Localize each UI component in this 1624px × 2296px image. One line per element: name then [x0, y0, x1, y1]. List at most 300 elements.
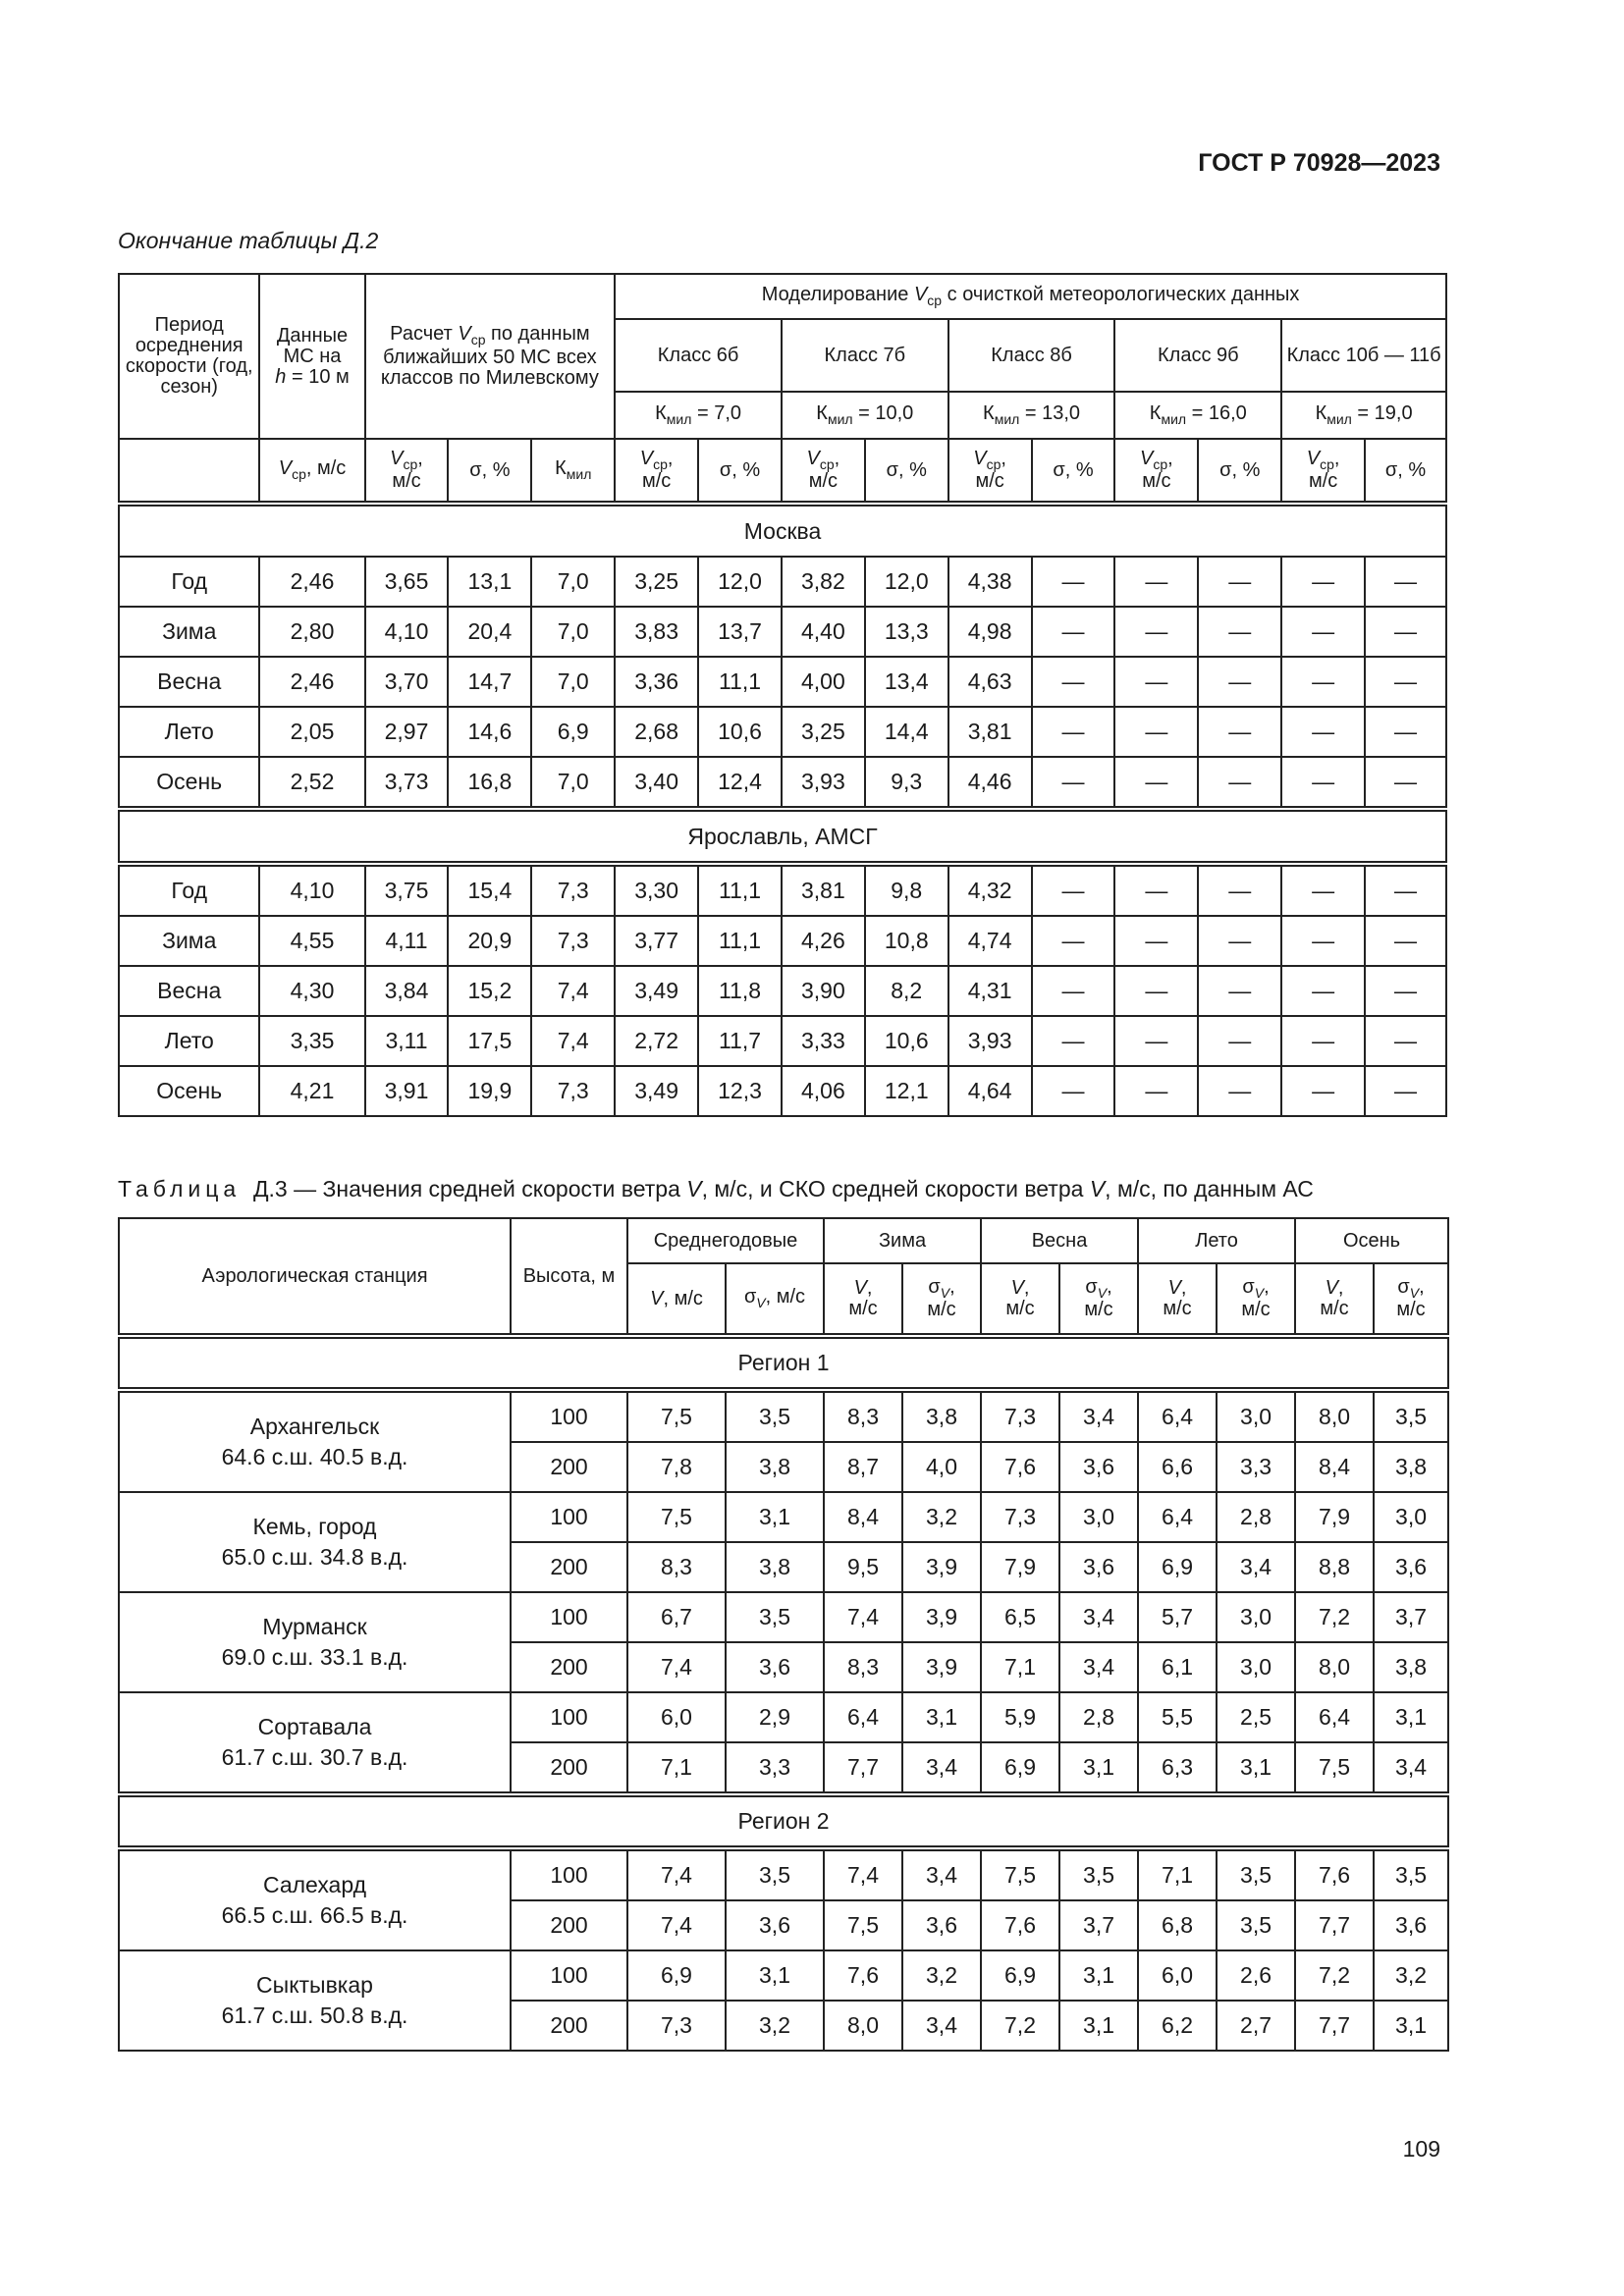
- value-cell: —: [1114, 1066, 1198, 1116]
- height-cell: 200: [511, 1442, 627, 1492]
- value-cell: 3,0: [1217, 1642, 1295, 1692]
- value-cell: 5,9: [981, 1692, 1059, 1742]
- header-sigma-v: $\sigma_V$, м/с: [1374, 1263, 1448, 1336]
- value-cell: —: [1365, 864, 1446, 916]
- value-cell: 3,5: [726, 1592, 824, 1642]
- value-cell: 3,0: [1059, 1492, 1138, 1542]
- value-cell: 15,2: [448, 966, 531, 1016]
- value-cell: 7,5: [1295, 1742, 1374, 1794]
- station-name: Кемь, город: [252, 1513, 377, 1539]
- value-cell: 3,30: [615, 864, 698, 916]
- value-cell: —: [1198, 1016, 1281, 1066]
- value-cell: 12,1: [865, 1066, 948, 1116]
- value-cell: 13,4: [865, 657, 948, 707]
- value-cell: —: [1281, 557, 1365, 607]
- value-cell: 3,25: [615, 557, 698, 607]
- value-cell: 7,6: [824, 1950, 902, 2001]
- value-cell: —: [1198, 1066, 1281, 1116]
- value-cell: 7,1: [1138, 1848, 1217, 1900]
- value-cell: 4,10: [365, 607, 449, 657]
- value-cell: —: [1032, 757, 1115, 809]
- value-cell: 11,1: [698, 916, 782, 966]
- value-cell: 11,1: [698, 864, 782, 916]
- station-coords: 61.7 с.ш. 50.8 в.д.: [221, 2002, 408, 2028]
- header-kmil-9b: $К_{мил} = 16,0$: [1114, 392, 1281, 439]
- header-vsr: $V_{ср}$, м/с: [615, 439, 698, 504]
- value-cell: —: [1198, 707, 1281, 757]
- table-d2: [118, 273, 1447, 1117]
- height-cell: 100: [511, 1950, 627, 2001]
- value-cell: —: [1281, 757, 1365, 809]
- value-cell: 7,1: [981, 1642, 1059, 1692]
- value-cell: 7,5: [824, 1900, 902, 1950]
- value-cell: 7,4: [627, 1900, 726, 1950]
- value-cell: 3,81: [948, 707, 1032, 757]
- value-cell: —: [1032, 864, 1115, 916]
- value-cell: 3,0: [1374, 1492, 1448, 1542]
- value-cell: 6,7: [627, 1592, 726, 1642]
- header-calc: Расчет $V_{ср}$ по данным ближайших 50 МС всех классов по Милевскому: [365, 274, 616, 439]
- value-cell: 2,80: [259, 607, 364, 657]
- value-cell: 6,3: [1138, 1742, 1217, 1794]
- header-autumn: Осень: [1295, 1218, 1448, 1263]
- value-cell: 6,4: [1295, 1692, 1374, 1742]
- header-sigma-v: $\sigma_V$, м/с: [726, 1263, 824, 1336]
- value-cell: 3,6: [1059, 1542, 1138, 1592]
- header-modeling: Моделирование $V_{ср}$ с очисткой метеорологических данных: [615, 274, 1446, 319]
- value-cell: 3,1: [1374, 1692, 1448, 1742]
- header-class-7b: Класс 7б: [782, 319, 948, 392]
- value-cell: 3,2: [1374, 1950, 1448, 2001]
- value-cell: 3,70: [365, 657, 449, 707]
- period-cell: Осень: [119, 757, 259, 809]
- value-cell: 4,63: [948, 657, 1032, 707]
- value-cell: 2,6: [1217, 1950, 1295, 2001]
- value-cell: —: [1198, 657, 1281, 707]
- station-cell: [119, 1848, 511, 1950]
- header-spring: Весна: [981, 1218, 1138, 1263]
- value-cell: 3,0: [1217, 1592, 1295, 1642]
- value-cell: 7,9: [1295, 1492, 1374, 1542]
- value-cell: —: [1281, 657, 1365, 707]
- value-cell: 8,3: [627, 1542, 726, 1592]
- table-row: [119, 1692, 1448, 1742]
- value-cell: —: [1198, 557, 1281, 607]
- value-cell: —: [1198, 757, 1281, 809]
- header-class-6b: Класс 6б: [615, 319, 782, 392]
- value-cell: 6,0: [627, 1692, 726, 1742]
- header-v-ms: $V_{ср}$, м/с: [259, 439, 364, 504]
- value-cell: 3,5: [726, 1390, 824, 1442]
- section-title: Москва: [119, 504, 1446, 557]
- value-cell: —: [1032, 966, 1115, 1016]
- value-cell: 4,98: [948, 607, 1032, 657]
- value-cell: 3,3: [1217, 1442, 1295, 1492]
- value-cell: 3,1: [1059, 2001, 1138, 2051]
- value-cell: 4,38: [948, 557, 1032, 607]
- table-d3-caption: Таблица Д.3 — Значения средней скорости ветра V, м/с, и СКО средней скорости ветра V, м/с, по данным АС: [118, 1176, 1314, 1201]
- value-cell: 2,68: [615, 707, 698, 757]
- value-cell: 3,75: [365, 864, 449, 916]
- value-cell: —: [1032, 1066, 1115, 1116]
- value-cell: 3,82: [782, 557, 865, 607]
- value-cell: 6,4: [824, 1692, 902, 1742]
- value-cell: 7,3: [531, 1066, 615, 1116]
- value-cell: 4,0: [902, 1442, 981, 1492]
- value-cell: —: [1198, 916, 1281, 966]
- value-cell: —: [1281, 966, 1365, 1016]
- value-cell: —: [1114, 557, 1198, 607]
- value-cell: 4,00: [782, 657, 865, 707]
- header-vsr: $V_{ср}$, м/с: [1114, 439, 1198, 504]
- value-cell: —: [1114, 1016, 1198, 1066]
- value-cell: 4,55: [259, 916, 364, 966]
- value-cell: —: [1281, 1016, 1365, 1066]
- station-cell: [119, 1950, 511, 2051]
- value-cell: 7,6: [981, 1442, 1059, 1492]
- value-cell: 8,2: [865, 966, 948, 1016]
- value-cell: 2,7: [1217, 2001, 1295, 2051]
- value-cell: 3,9: [902, 1592, 981, 1642]
- value-cell: 20,9: [448, 916, 531, 966]
- value-cell: 12,4: [698, 757, 782, 809]
- value-cell: —: [1365, 607, 1446, 657]
- header-sigma-v: $\sigma_V$, м/с: [1217, 1263, 1295, 1336]
- value-cell: 6,0: [1138, 1950, 1217, 2001]
- value-cell: 7,4: [627, 1848, 726, 1900]
- section-row: [119, 504, 1446, 557]
- value-cell: 15,4: [448, 864, 531, 916]
- value-cell: 7,3: [981, 1390, 1059, 1442]
- value-cell: 8,4: [824, 1492, 902, 1542]
- height-cell: 200: [511, 1542, 627, 1592]
- height-cell: 100: [511, 1848, 627, 1900]
- height-cell: 200: [511, 1642, 627, 1692]
- region-row: [119, 1336, 1448, 1390]
- value-cell: 8,3: [824, 1642, 902, 1692]
- page-number: 109: [1402, 2136, 1440, 2162]
- header-v: V, м/с: [981, 1263, 1059, 1336]
- value-cell: 3,1: [726, 1492, 824, 1542]
- table-row: [119, 966, 1446, 1016]
- period-cell: Весна: [119, 657, 259, 707]
- value-cell: 3,1: [902, 1692, 981, 1742]
- value-cell: 3,49: [615, 1066, 698, 1116]
- value-cell: 7,9: [981, 1542, 1059, 1592]
- height-cell: 200: [511, 1742, 627, 1794]
- station-coords: 66.5 с.ш. 66.5 в.д.: [221, 1902, 408, 1928]
- value-cell: —: [1032, 607, 1115, 657]
- value-cell: 4,11: [365, 916, 449, 966]
- header-kmil-10b: $К_{мил} = 19,0$: [1281, 392, 1446, 439]
- header-sigma: σ, %: [865, 439, 948, 504]
- document-id: ГОСТ Р 70928—2023: [1198, 149, 1440, 177]
- value-cell: 3,35: [259, 1016, 364, 1066]
- header-sigma: σ, %: [1032, 439, 1115, 504]
- value-cell: 3,6: [726, 1900, 824, 1950]
- value-cell: 3,11: [365, 1016, 449, 1066]
- table-continuation-label: Окончание таблицы Д.2: [118, 228, 379, 253]
- value-cell: 3,4: [1217, 1542, 1295, 1592]
- value-cell: 9,5: [824, 1542, 902, 1592]
- header-vsr: $V_{ср}$, м/с: [948, 439, 1032, 504]
- period-cell: Год: [119, 864, 259, 916]
- value-cell: —: [1032, 657, 1115, 707]
- station-cell: [119, 1592, 511, 1692]
- value-cell: 4,31: [948, 966, 1032, 1016]
- value-cell: 2,46: [259, 557, 364, 607]
- station-cell: [119, 1692, 511, 1794]
- value-cell: 6,8: [1138, 1900, 1217, 1950]
- value-cell: 19,9: [448, 1066, 531, 1116]
- value-cell: —: [1365, 757, 1446, 809]
- value-cell: —: [1114, 607, 1198, 657]
- value-cell: 3,6: [726, 1642, 824, 1692]
- value-cell: 3,90: [782, 966, 865, 1016]
- value-cell: 3,5: [1217, 1848, 1295, 1900]
- value-cell: —: [1032, 916, 1115, 966]
- value-cell: 6,4: [1138, 1390, 1217, 1442]
- header-kmil-7b: $К_{мил} = 10,0$: [782, 392, 948, 439]
- station-coords: 69.0 с.ш. 33.1 в.д.: [221, 1644, 408, 1670]
- value-cell: 7,5: [981, 1848, 1059, 1900]
- value-cell: 9,3: [865, 757, 948, 809]
- value-cell: 7,4: [531, 966, 615, 1016]
- value-cell: —: [1281, 916, 1365, 966]
- value-cell: 11,8: [698, 966, 782, 1016]
- value-cell: 7,0: [531, 657, 615, 707]
- value-cell: 3,84: [365, 966, 449, 1016]
- header-annual: Среднегодовые: [627, 1218, 824, 1263]
- value-cell: 6,9: [981, 1950, 1059, 2001]
- value-cell: 3,36: [615, 657, 698, 707]
- value-cell: 7,2: [981, 2001, 1059, 2051]
- value-cell: 7,7: [1295, 2001, 1374, 2051]
- value-cell: —: [1365, 916, 1446, 966]
- table-row: [119, 1848, 1448, 1900]
- value-cell: 4,74: [948, 916, 1032, 966]
- table-row: [119, 607, 1446, 657]
- value-cell: 12,0: [865, 557, 948, 607]
- value-cell: 3,5: [1059, 1848, 1138, 1900]
- value-cell: 2,52: [259, 757, 364, 809]
- height-cell: 100: [511, 1390, 627, 1442]
- value-cell: 5,5: [1138, 1692, 1217, 1742]
- value-cell: 3,81: [782, 864, 865, 916]
- value-cell: —: [1365, 657, 1446, 707]
- value-cell: —: [1198, 607, 1281, 657]
- header-sigma: σ, %: [698, 439, 782, 504]
- value-cell: —: [1032, 1016, 1115, 1066]
- header-sigma: σ, %: [448, 439, 531, 504]
- value-cell: 6,9: [531, 707, 615, 757]
- value-cell: —: [1114, 657, 1198, 707]
- value-cell: 7,3: [627, 2001, 726, 2051]
- header-sigma-v: $\sigma_V$, м/с: [902, 1263, 981, 1336]
- value-cell: 12,0: [698, 557, 782, 607]
- station-cell: [119, 1390, 511, 1492]
- header-station: Аэрологическая станция: [119, 1218, 511, 1336]
- header-v: V, м/с: [824, 1263, 902, 1336]
- table-row: [119, 1950, 1448, 2001]
- value-cell: 7,8: [627, 1442, 726, 1492]
- value-cell: 3,4: [1059, 1592, 1138, 1642]
- value-cell: 2,46: [259, 657, 364, 707]
- station-coords: 61.7 с.ш. 30.7 в.д.: [221, 1744, 408, 1770]
- value-cell: —: [1365, 1016, 1446, 1066]
- value-cell: —: [1281, 607, 1365, 657]
- header-winter: Зима: [824, 1218, 981, 1263]
- header-sigma: σ, %: [1365, 439, 1446, 504]
- value-cell: 7,4: [531, 1016, 615, 1066]
- value-cell: 2,05: [259, 707, 364, 757]
- value-cell: 7,6: [981, 1900, 1059, 1950]
- value-cell: 8,0: [824, 2001, 902, 2051]
- header-class-10b-11b: Класс 10б — 11б: [1281, 319, 1446, 392]
- station-name: Архангельск: [249, 1413, 380, 1439]
- value-cell: —: [1114, 757, 1198, 809]
- value-cell: —: [1281, 707, 1365, 757]
- station-name: Сыктывкар: [256, 1971, 373, 1998]
- station-coords: 64.6 с.ш. 40.5 в.д.: [221, 1444, 408, 1469]
- table-row: [119, 657, 1446, 707]
- value-cell: 3,5: [1217, 1900, 1295, 1950]
- value-cell: 20,4: [448, 607, 531, 657]
- value-cell: —: [1032, 707, 1115, 757]
- station-name: Сортавала: [257, 1713, 372, 1739]
- value-cell: 14,4: [865, 707, 948, 757]
- value-cell: 2,8: [1217, 1492, 1295, 1542]
- value-cell: 2,8: [1059, 1692, 1138, 1742]
- value-cell: 12,3: [698, 1066, 782, 1116]
- value-cell: 17,5: [448, 1016, 531, 1066]
- value-cell: 2,9: [726, 1692, 824, 1742]
- value-cell: 6,2: [1138, 2001, 1217, 2051]
- value-cell: 3,2: [902, 1950, 981, 2001]
- value-cell: 3,0: [1217, 1390, 1295, 1442]
- value-cell: 4,21: [259, 1066, 364, 1116]
- value-cell: 7,2: [1295, 1950, 1374, 2001]
- header-summer: Лето: [1138, 1218, 1295, 1263]
- value-cell: —: [1365, 966, 1446, 1016]
- value-cell: 14,7: [448, 657, 531, 707]
- value-cell: 11,1: [698, 657, 782, 707]
- value-cell: 3,2: [726, 2001, 824, 2051]
- height-cell: 100: [511, 1592, 627, 1642]
- height-cell: 200: [511, 1900, 627, 1950]
- station-cell: [119, 1492, 511, 1592]
- value-cell: 7,1: [627, 1742, 726, 1794]
- value-cell: 6,9: [1138, 1542, 1217, 1592]
- value-cell: 2,5: [1217, 1692, 1295, 1742]
- region-row: [119, 1794, 1448, 1848]
- table-row: [119, 1492, 1448, 1542]
- value-cell: 9,8: [865, 864, 948, 916]
- table-d3: [118, 1217, 1449, 2052]
- value-cell: 6,6: [1138, 1442, 1217, 1492]
- value-cell: —: [1281, 864, 1365, 916]
- height-cell: 200: [511, 2001, 627, 2051]
- value-cell: 3,93: [948, 1016, 1032, 1066]
- value-cell: 4,06: [782, 1066, 865, 1116]
- value-cell: 7,3: [531, 916, 615, 966]
- value-cell: 3,4: [902, 1848, 981, 1900]
- header-class-8b: Класс 8б: [948, 319, 1115, 392]
- value-cell: 8,4: [1295, 1442, 1374, 1492]
- table-row: [119, 1390, 1448, 1442]
- value-cell: 13,7: [698, 607, 782, 657]
- value-cell: 3,5: [726, 1848, 824, 1900]
- value-cell: 2,97: [365, 707, 449, 757]
- value-cell: 7,0: [531, 757, 615, 809]
- station-name: Мурманск: [262, 1613, 367, 1639]
- value-cell: 7,0: [531, 557, 615, 607]
- value-cell: 7,4: [824, 1592, 902, 1642]
- value-cell: 7,0: [531, 607, 615, 657]
- header-height: Высота, м: [511, 1218, 627, 1336]
- value-cell: 3,65: [365, 557, 449, 607]
- value-cell: 3,1: [726, 1950, 824, 2001]
- section-title: Ярославль, АМСГ: [119, 809, 1446, 864]
- value-cell: 13,3: [865, 607, 948, 657]
- value-cell: 3,9: [902, 1642, 981, 1692]
- value-cell: —: [1365, 557, 1446, 607]
- header-ms-data: Данные МС на h = 10 м: [259, 274, 364, 439]
- value-cell: 4,26: [782, 916, 865, 966]
- value-cell: 10,8: [865, 916, 948, 966]
- station-coords: 65.0 с.ш. 34.8 в.д.: [221, 1544, 408, 1570]
- value-cell: 8,8: [1295, 1542, 1374, 1592]
- header-class-9b: Класс 9б: [1114, 319, 1281, 392]
- value-cell: 3,3: [726, 1742, 824, 1794]
- value-cell: —: [1198, 966, 1281, 1016]
- value-cell: 3,7: [1374, 1592, 1448, 1642]
- value-cell: 3,8: [726, 1542, 824, 1592]
- value-cell: 3,4: [902, 1742, 981, 1794]
- header-vsr: $V_{ср}$, м/с: [782, 439, 865, 504]
- value-cell: 6,5: [981, 1592, 1059, 1642]
- value-cell: 3,6: [1374, 1542, 1448, 1592]
- height-cell: 100: [511, 1692, 627, 1742]
- header-empty: [119, 439, 259, 504]
- value-cell: 4,64: [948, 1066, 1032, 1116]
- value-cell: 4,46: [948, 757, 1032, 809]
- value-cell: 7,5: [627, 1390, 726, 1442]
- region-title: Регион 2: [119, 1794, 1448, 1848]
- value-cell: 6,9: [981, 1742, 1059, 1794]
- header-period: Период осреднения скорости (год, сезон): [119, 274, 259, 439]
- value-cell: 7,7: [824, 1742, 902, 1794]
- value-cell: 14,6: [448, 707, 531, 757]
- station-name: Салехард: [262, 1871, 367, 1897]
- value-cell: 8,3: [824, 1390, 902, 1442]
- value-cell: 4,10: [259, 864, 364, 916]
- period-cell: Лето: [119, 707, 259, 757]
- value-cell: 8,0: [1295, 1390, 1374, 1442]
- value-cell: 3,83: [615, 607, 698, 657]
- value-cell: 3,8: [1374, 1442, 1448, 1492]
- value-cell: 7,4: [824, 1848, 902, 1900]
- value-cell: 7,3: [981, 1492, 1059, 1542]
- value-cell: 3,6: [1374, 1900, 1448, 1950]
- value-cell: 3,1: [1374, 2001, 1448, 2051]
- value-cell: 3,77: [615, 916, 698, 966]
- value-cell: 3,4: [1374, 1742, 1448, 1794]
- value-cell: 7,4: [627, 1642, 726, 1692]
- value-cell: —: [1114, 864, 1198, 916]
- value-cell: 3,1: [1059, 1742, 1138, 1794]
- value-cell: 6,4: [1138, 1492, 1217, 1542]
